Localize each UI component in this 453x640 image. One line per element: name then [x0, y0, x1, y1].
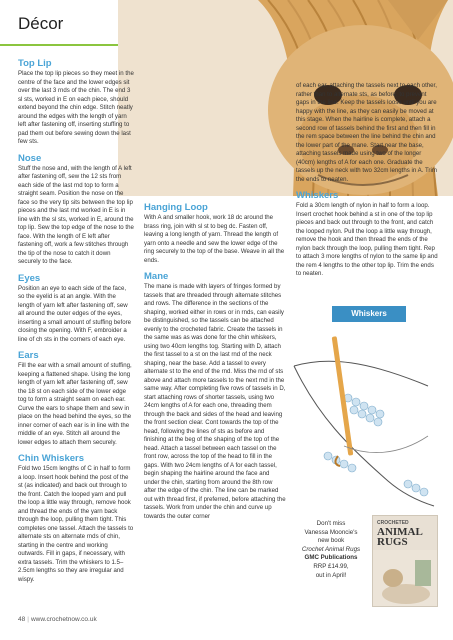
- book-cover-top: CROCHETED: [377, 520, 409, 526]
- text-nose: Stuff the nose and, with the length of A left after fastening off, sew the 12 sts from each side of the last rnd top to form a straight seam. Position the nose on the face so the very tip sits between the top lip pieces and the last rnd worked in E is in line with the sl sts, worked in E, around the top lip. Sew the top edge of the nose to the face. With the length of E left after fastening off, work a few stitches through the tip of the nose to catch it down securely to the face.: [18, 164, 134, 265]
- heading-eyes: Eyes: [18, 272, 41, 284]
- column-middle: [144, 196, 286, 521]
- text-top-lip: Place the top lip pieces so they meet in the centre of the face and the lower edges sit over the last 3 rnds of the chin. The end 3 sl sts, worked in E on each piece, should extend beyond the chin edge. Stitch neatly around the edges with the length of yarn left after fastening off, inserting stuffing to pad them out before sewing down the last few sts.: [18, 70, 134, 145]
- promo-publisher: GMC Publications: [304, 554, 358, 562]
- text-hanging-loop: With A and smaller hook, work 18 dc around the brass ring, join with sl st to beg dc. Fasten off, leaving a long length of yarn. Thread the length of yarn onto a needle and sew the lower edge of the ring securely to the top of the base. Weave in all the ends.: [144, 214, 285, 264]
- text-mane: The mane is made with layers of fringes formed by tassels that are threaded through alternate stitches and rows. The difference in the sections of the shaping, worked either in rows or in rnds, can easily be distinguished, so the tassels can be attached evenly to the crocheted fabric. Create the tassels in the same was as was done for the chin whiskers, using two 40cm lengths tog. Starting with D, attach the first tassel to a st on the last rnd of the neck shaping, near the base. Add a tassel to every alternate st to the end of the rnd. Miss the rnd of sts above and attach more tassels to the next rnd in the same way. After completing five rows of tassels in D, start attaching rows of shorter tassels, using two 24cm lengths of A for each one, threading them through the back and sides of the head and leaving the front section clear. Cont towards the top of the head, following the lines of sts as before and finishing at the beg of the shaping of the top of the head. Attach a tassel between each tassel on the front row, across the top of the head to fill in the gaps. With two 24cm lengths of A for each tassel, begin shaping the hairline around the face and under the chin, starting from around the 8th row after the edge of the chin. The line can be marked out with thread first, if preferred, before attaching the tassels. Work from under the chin and curve up towards the outer corner: [144, 283, 286, 520]
- book-cover-title: ANIMAL RUGS: [377, 526, 423, 548]
- heading-top-lip: Top Lip: [18, 58, 52, 69]
- heading-chin-whiskers: Chin Whiskers: [18, 453, 84, 464]
- promo-line1: Don't miss: [316, 520, 346, 527]
- heading-ears: Ears: [18, 350, 39, 361]
- heading-mane: Mane: [144, 271, 169, 282]
- page-footer: 48 | www.crochetnow.co.uk: [18, 616, 97, 623]
- page-title: Décor: [18, 14, 64, 33]
- promo-line3: new book: [317, 537, 345, 545]
- text-whiskers: Fold a 30cm length of nylon in half to form a loop. Insert crochet hook behind a st in one of the top lip pieces and back out through to the front, and catch the looped nylon. Pull the loop a little way through, remove the hook and then thread the ends of the nylon back through the loop, pulling them tight. Rep to attach 3 more lengths of nylon to the same lip and the rem 4 lengths to the other top lip. Trim the ends to neaten.: [296, 202, 438, 277]
- heading-hanging-loop: Hanging Loop: [144, 202, 208, 213]
- promo-book-title: Crochet Animal Rugs: [301, 545, 361, 553]
- footer-url: www.crochetnow.co.uk: [30, 616, 97, 623]
- column-right: [296, 82, 438, 279]
- diagram-label: Whiskers: [332, 306, 406, 322]
- promo-availability: out in April!: [315, 571, 347, 579]
- column-left: [18, 52, 134, 584]
- heading-whiskers: Whiskers: [296, 190, 339, 201]
- book-cover-image: [373, 550, 438, 607]
- heading-nose: Nose: [18, 152, 42, 164]
- page-number: 48: [18, 616, 26, 623]
- promo-line2: Vanessa Mooncie's: [304, 528, 358, 536]
- whiskers-diagram: [288, 306, 440, 518]
- text-chin-whiskers: Fold two 15cm lengths of C in half to form a loop. Insert hook behind the post of the st (as indicated) and back out through to the front. Catch the looped yarn and pull the loop a little way through, remove hook and thread the ends of the yarn back through the loop, pulling them tight. This completes one tassel. Attach the tassels to alternate sts on alternate rnds of chin, starting in the centre and working outwards. Fill in gaps, if necessary, with extra tassels. Trim the whiskers to 1.5–2.5cm lengths so they are irregular and wispy.: [18, 465, 134, 583]
- book-cover: [372, 515, 438, 607]
- book-promo: [300, 520, 362, 580]
- text-ears: Fill the ear with a small amount of stuffing, keeping a flattened shape. Using the long length of yarn left after fastening off, sew the 18 st on each side of the lower edge tog to form a straight seam on each ear. Curve the ears to shape them and sew in place on the head behind the eyes, so the inner corner of each ear is in line with the middle of an eye. Stitch all around the lower edges to attach them securely.: [18, 362, 132, 446]
- promo-price: RRP £14.99,: [313, 562, 349, 570]
- text-mane-continued: of each ear, attaching the tassels next to each other, rather than to alternate sts, as before, to prevent gaps in the line. Keep the tassels loose until you are happy with the line, as they can easily be moved at this stage. When the hairline is complete, attach a second row of tassels behind the first and then fill in the rem space between the line behind the chin and the lower part of the mane. Start near the base, attaching tassels made using two of the longer (40cm) lengths of A for each one. Graduate the tassels up the neck with two 32cm lengths in A. Trim the ends to neaten.: [296, 82, 437, 183]
- text-eyes: Position an eye to each side of the face, so the eyelid is at an angle. With the length of yarn left after fastening off, sew all around the outer edges of the eyes, inserting a small amount of stuffing before closing the opening. With F, embroider a line of ch sts in the corners of each eye.: [18, 284, 132, 343]
